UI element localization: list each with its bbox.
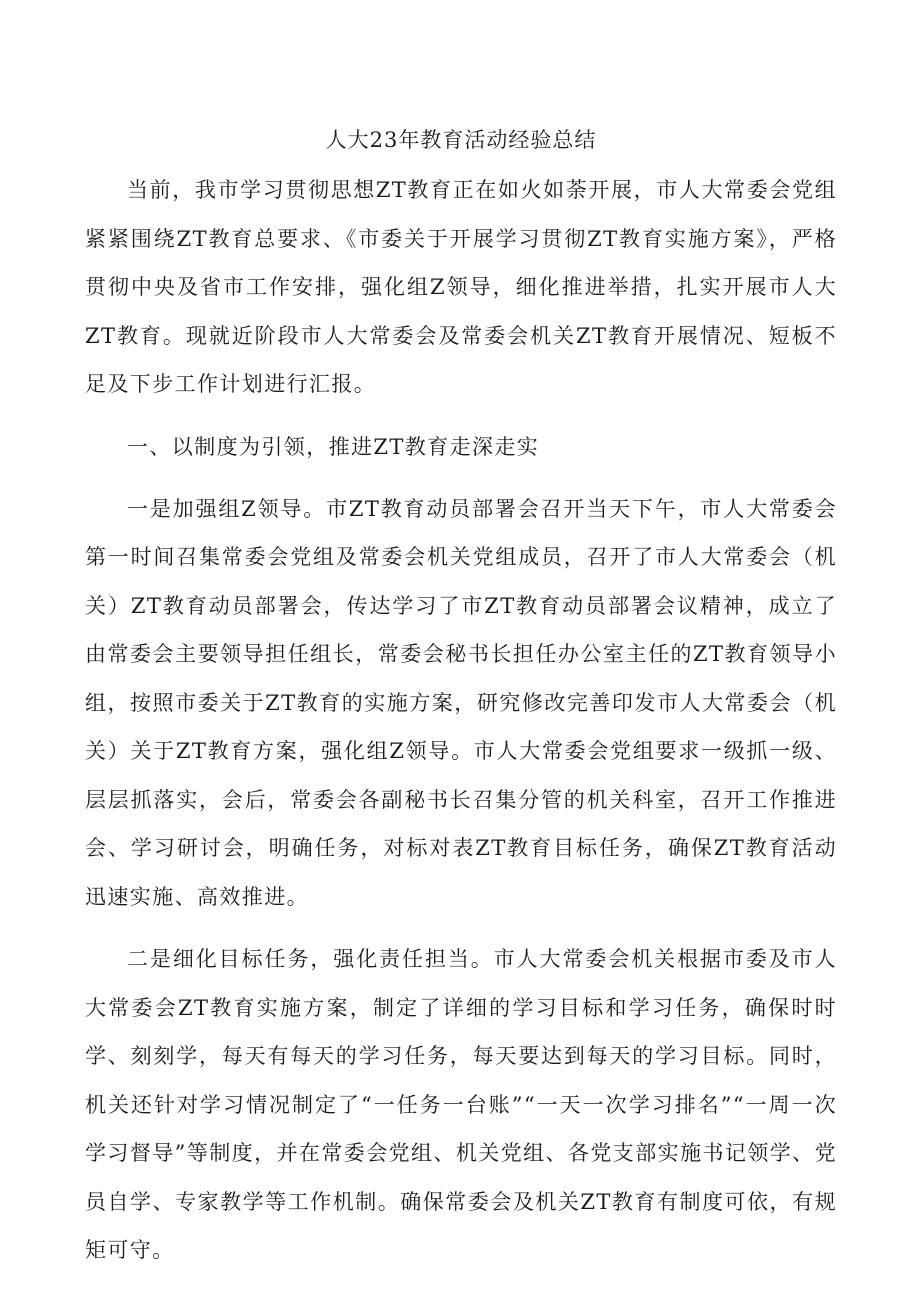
body-paragraph-2: 二是细化目标任务，强化责任担当。市人大常委会机关根据市委及市人大常委会ZT教育实施方案，制定了详细的学习目标和学习任务，确保时时学、刻刻学，每天有每天的学习任务，每天要达到每天的学习目标。同时，机关还针对学习情况制定了“一任务一台账”“一天一次学习排名”“一周一次学习督导”等制度，并在常委会党组、机关党组、各党支部实施书记领学、党员自学、专家教学等工作机制。确保常委会及机关ZT教育有制度可依，有规矩可守。: [85, 947, 837, 1262]
document-title: 人大23年教育活动经验总结: [325, 128, 597, 152]
intro-paragraph: 当前，我市学习贯彻思想ZT教育正在如火如荼开展，市人大常委会党组紧紧围绕ZT教育总要求、《市委关于开展学习贯彻ZT教育实施方案》，严格贯彻中央及省市工作安排，强化组Z领导，细化推进举措，扎实开展市人大ZT教育。现就近阶段市人大常委会及常委会机关ZT教育开展情况、短板不足及下步工作计划进行汇报。: [85, 178, 837, 396]
body-paragraph-1: 一是加强组Z领导。市ZT教育动员部署会召开当天下午，市人大常委会第一时间召集常委会党组及常委会机关党组成员，召开了市人大常委会（机关）ZT教育动员部署会，传达学习了市ZT教育动员部署会议精神，成立了由常委会主要领导担任组长，常委会秘书长担任办公室主任的ZT教育领导小组，按照市委关于ZT教育的实施方案，研究修改完善印发市人大常委会（机关）关于ZT教育方案，强化组Z领导。市人大常委会党组要求一级抓一级、层层抓落实，会后，常委会各副秘书长召集分管的机关科室，召开工作推进会、学习研讨会，明确任务，对标对表ZT教育目标任务，确保ZT教育活动迅速实施、高效推进。: [85, 496, 837, 909]
document-page: [85, 118, 837, 1289]
section-heading-1: 一、以制度为引领，推进ZT教育走深走实: [127, 434, 540, 459]
